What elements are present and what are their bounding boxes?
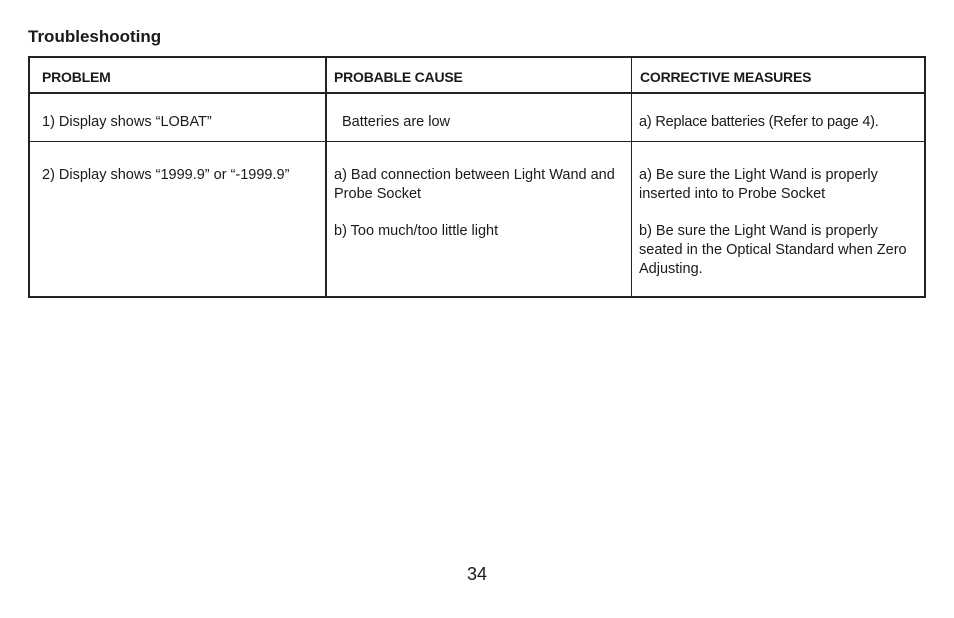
row-divider <box>30 141 924 142</box>
cause-item: b) Too much/too little light <box>334 223 499 239</box>
cause-item: a) Bad connection between Light Wand and Probe Socket <box>334 167 615 202</box>
row-2-cause <box>334 166 624 241</box>
header-corrective-measures: CORRECTIVE MEASURES <box>640 69 812 85</box>
row-1-cause <box>342 113 622 132</box>
page-title: Troubleshooting <box>28 27 162 46</box>
row-1-measures <box>639 113 923 132</box>
measure-item: a) Be sure the Light Wand is properly inserted into to Probe Socket <box>639 167 878 202</box>
measure-item: a) Replace batteries (Refer to page 4). <box>639 114 879 130</box>
header-problem: PROBLEM <box>42 69 111 85</box>
row-2-measures <box>639 166 923 279</box>
row-1-problem: 1) Display shows “LOBAT” <box>42 114 212 130</box>
header-probable-cause: PROBABLE CAUSE <box>334 69 463 85</box>
cause-item: Batteries are low <box>342 114 450 130</box>
page-number: 34 <box>466 564 488 584</box>
column-divider <box>325 58 327 298</box>
header-divider <box>30 92 924 94</box>
measure-item: b) Be sure the Light Wand is properly seated in the Optical Standard when Zero Adjusting. <box>639 223 907 277</box>
troubleshooting-table <box>28 56 926 298</box>
row-2-problem: 2) Display shows “1999.9” or “-1999.9” <box>42 167 290 183</box>
